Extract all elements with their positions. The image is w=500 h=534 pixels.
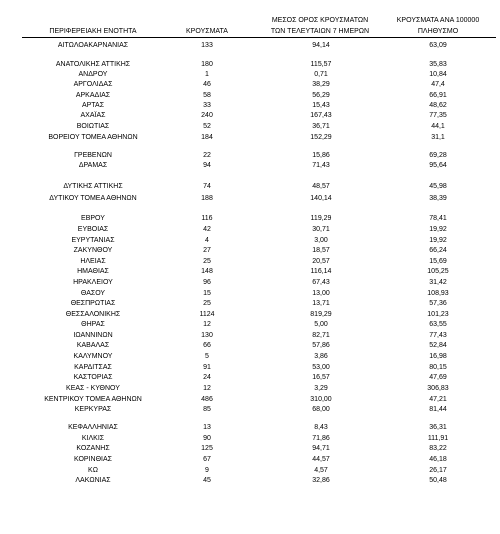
- table-row: [0, 320, 500, 330]
- seven-day-average-cell: 38,29: [312, 81, 330, 88]
- table-row: [0, 341, 500, 351]
- cases-cell: 96: [203, 279, 211, 286]
- header-cases: ΚΡΟΥΣΜΑΤΑ: [186, 28, 228, 35]
- table-row: [0, 246, 500, 256]
- seven-day-average-cell: 15,43: [312, 102, 330, 109]
- header-per-line2: ΠΛΗΘΥΣΜΟ: [417, 28, 459, 35]
- region-name-cell: ΘΕΣΣΑΛΟΝΙΚΗΣ: [65, 311, 121, 318]
- table-row: [0, 257, 500, 267]
- region-name-cell: ΕΒΡΟΥ: [81, 215, 105, 222]
- table-row: [0, 236, 500, 246]
- cases-per-100000-cell: 108,93: [427, 290, 449, 297]
- table-row: [0, 289, 500, 299]
- cases-per-100000-cell: 77,35: [429, 112, 447, 119]
- region-name-cell: ΚΕΦΑΛΛΗΝΙΑΣ: [68, 424, 118, 431]
- table-row: [0, 151, 500, 161]
- cases-cell: 24: [203, 374, 211, 381]
- region-name-cell: ΑΙΤΩΛΟΑΚΑΡΝΑΝΙΑΣ: [57, 42, 129, 49]
- cases-cell: 42: [203, 226, 211, 233]
- table-row: [0, 310, 500, 320]
- region-name-cell: ΛΑΚΩΝΙΑΣ: [75, 477, 111, 484]
- header-region: ΠΕΡΙΦΕΡΕΙΑΚΗ ΕΝΟΤΗΤΑ: [49, 28, 137, 35]
- seven-day-average-cell: 5,00: [314, 321, 328, 328]
- cases-cell: 25: [203, 300, 211, 307]
- cases-per-100000-cell: 69,28: [429, 152, 447, 159]
- cases-per-100000-cell: 57,36: [429, 300, 447, 307]
- cases-per-100000-cell: 50,48: [429, 477, 447, 484]
- cases-cell: 85: [203, 406, 211, 413]
- region-name-cell: ΚΑΡΔΙΤΣΑΣ: [74, 364, 112, 371]
- cases-cell: 13: [203, 424, 211, 431]
- seven-day-average-cell: 18,57: [312, 247, 330, 254]
- seven-day-average-cell: 57,86: [312, 342, 330, 349]
- cases-per-100000-cell: 306,83: [427, 385, 449, 392]
- cases-cell: 5: [205, 353, 209, 360]
- table-row: [0, 70, 500, 80]
- cases-cell: 22: [203, 152, 211, 159]
- region-name-cell: ΕΥΡΥΤΑΝΙΑΣ: [71, 237, 115, 244]
- table-row: [0, 267, 500, 277]
- region-name-cell: ΔΡΑΜΑΣ: [78, 162, 108, 169]
- region-name-cell: ΔΥΤΙΚΟΥ ΤΟΜΕΑ ΑΘΗΝΩΝ: [49, 195, 137, 202]
- cases-per-100000-cell: 48,62: [429, 102, 447, 109]
- seven-day-average-cell: 71,86: [312, 435, 330, 442]
- table-row: [0, 395, 500, 405]
- cases-per-100000-cell: 47,69: [429, 374, 447, 381]
- cases-per-100000-cell: 46,18: [429, 456, 447, 463]
- region-name-cell: ΚΟΖΑΝΗΣ: [76, 445, 110, 452]
- table-row: [0, 278, 500, 288]
- cases-per-100000-cell: 15,69: [429, 258, 447, 265]
- cases-per-100000-cell: 101,23: [427, 311, 449, 318]
- cases-cell: 91: [203, 364, 211, 371]
- table-row: [0, 161, 500, 171]
- table-row: [0, 352, 500, 362]
- seven-day-average-cell: 4,57: [314, 467, 328, 474]
- seven-day-average-cell: 56,29: [312, 92, 330, 99]
- cases-cell: 130: [201, 332, 213, 339]
- table-row: [0, 466, 500, 476]
- region-name-cell: ΚΑΛΥΜΝΟΥ: [73, 353, 113, 360]
- cases-cell: 486: [201, 396, 213, 403]
- cases-cell: 94: [203, 162, 211, 169]
- region-name-cell: ΚΩ: [88, 467, 98, 474]
- cases-cell: 148: [201, 268, 213, 275]
- cases-cell: 1124: [199, 311, 215, 318]
- cases-per-100000-cell: 66,24: [429, 247, 447, 254]
- cases-cell: 188: [201, 195, 213, 202]
- header-per-line1: ΚΡΟΥΣΜΑΤΑ ΑΝΑ 100000: [396, 17, 480, 24]
- cases-cell: 12: [203, 321, 211, 328]
- header-avg-line1: ΜΕΣΟΣ ΟΡΟΣ ΚΡΟΥΣΜΑΤΩΝ: [271, 17, 369, 24]
- cases-cell: 9: [205, 467, 209, 474]
- cases-per-100000-cell: 10,84: [429, 71, 447, 78]
- cases-cell: 45: [203, 477, 211, 484]
- seven-day-average-cell: 44,57: [312, 456, 330, 463]
- table-row: [0, 91, 500, 101]
- cases-cell: 46: [203, 81, 211, 88]
- table-row: [0, 101, 500, 111]
- cases-per-100000-cell: 66,91: [429, 92, 447, 99]
- region-name-cell: ΘΑΣΟΥ: [80, 290, 106, 297]
- region-name-cell: ΑΡΓΟΛΙΔΑΣ: [73, 81, 113, 88]
- seven-day-average-cell: 53,00: [312, 364, 330, 371]
- table-row: [0, 60, 500, 70]
- table-row: [0, 444, 500, 454]
- seven-day-average-cell: 36,71: [312, 123, 330, 130]
- seven-day-average-cell: 30,71: [312, 226, 330, 233]
- header-avg-line2: ΤΩΝ ΤΕΛΕΥΤΑΙΩΝ 7 ΗΜΕΡΩΝ: [270, 28, 370, 35]
- cases-cell: 125: [201, 445, 213, 452]
- seven-day-average-cell: 68,00: [312, 406, 330, 413]
- region-name-cell: ΑΝΑΤΟΛΙΚΗΣ ΑΤΤΙΚΗΣ: [55, 61, 131, 68]
- table-row: [0, 476, 500, 486]
- region-name-cell: ΑΡΤΑΣ: [81, 102, 105, 109]
- cases-cell: 180: [201, 61, 213, 68]
- cases-cell: 15: [203, 290, 211, 297]
- table-row: [0, 111, 500, 121]
- table-row: [0, 405, 500, 415]
- seven-day-average-cell: 71,43: [312, 162, 330, 169]
- seven-day-average-cell: 13,71: [312, 300, 330, 307]
- seven-day-average-cell: 13,00: [312, 290, 330, 297]
- seven-day-average-cell: 15,86: [312, 152, 330, 159]
- cases-per-100000-cell: 36,31: [429, 424, 447, 431]
- region-name-cell: ΘΗΡΑΣ: [81, 321, 105, 328]
- seven-day-average-cell: 119,29: [310, 215, 332, 222]
- seven-day-average-cell: 310,00: [310, 396, 332, 403]
- cases-cell: 4: [205, 237, 209, 244]
- table-row: [0, 122, 500, 132]
- table-row: [0, 80, 500, 90]
- cases-cell: 52: [203, 123, 211, 130]
- region-name-cell: ΕΥΒΟΙΑΣ: [77, 226, 109, 233]
- seven-day-average-cell: 0,71: [314, 71, 328, 78]
- region-name-cell: ΘΕΣΠΡΩΤΙΑΣ: [70, 300, 116, 307]
- seven-day-average-cell: 16,57: [312, 374, 330, 381]
- cases-per-100000-cell: 78,41: [429, 215, 447, 222]
- table-row: [0, 384, 500, 394]
- header-divider: [22, 37, 496, 38]
- table-row: [0, 363, 500, 373]
- cases-cell: 1: [205, 71, 209, 78]
- region-name-cell: ΚΑΒΑΛΑΣ: [76, 342, 110, 349]
- cases-per-100000-cell: 52,84: [429, 342, 447, 349]
- seven-day-average-cell: 8,43: [314, 424, 328, 431]
- seven-day-average-cell: 67,43: [312, 279, 330, 286]
- seven-day-average-cell: 94,71: [312, 445, 330, 452]
- region-name-cell: ΚΙΛΚΙΣ: [81, 435, 105, 442]
- seven-day-average-cell: 167,43: [310, 112, 332, 119]
- cases-per-100000-cell: 83,22: [429, 445, 447, 452]
- cases-cell: 33: [203, 102, 211, 109]
- region-name-cell: ΒΟΡΕΙΟΥ ΤΟΜΕΑ ΑΘΗΝΩΝ: [48, 134, 138, 141]
- cases-per-100000-cell: 63,55: [429, 321, 447, 328]
- cases-cell: 184: [201, 134, 213, 141]
- region-name-cell: ΑΡΚΑΔΙΑΣ: [75, 92, 111, 99]
- table-row: [0, 331, 500, 341]
- seven-day-average-cell: 819,29: [310, 311, 332, 318]
- cases-per-100000-cell: 19,92: [429, 237, 447, 244]
- table-row: [0, 194, 500, 204]
- seven-day-average-cell: 140,14: [310, 195, 332, 202]
- cases-per-100000-cell: 111,91: [427, 435, 449, 442]
- region-name-cell: ΗΛΕΙΑΣ: [80, 258, 106, 265]
- seven-day-average-cell: 20,57: [312, 258, 330, 265]
- seven-day-average-cell: 32,86: [312, 477, 330, 484]
- cases-per-100000-cell: 45,98: [429, 183, 447, 190]
- cases-per-100000-cell: 31,1: [431, 134, 445, 141]
- cases-per-100000-cell: 31,42: [429, 279, 447, 286]
- seven-day-average-cell: 3,29: [314, 385, 328, 392]
- cases-per-100000-cell: 95,64: [429, 162, 447, 169]
- cases-per-100000-cell: 26,17: [429, 467, 447, 474]
- table-row: [0, 373, 500, 383]
- cases-cell: 240: [201, 112, 213, 119]
- cases-per-100000-cell: 81,44: [429, 406, 447, 413]
- seven-day-average-cell: 115,57: [310, 61, 332, 68]
- seven-day-average-cell: 94,14: [312, 42, 330, 49]
- region-name-cell: ΑΧΑΪΑΣ: [80, 112, 106, 119]
- seven-day-average-cell: 82,71: [312, 332, 330, 339]
- cases-cell: 116: [201, 215, 213, 222]
- table-row: [0, 434, 500, 444]
- cases-per-100000-cell: 47,4: [431, 81, 445, 88]
- table-row: [0, 214, 500, 224]
- table-row: [0, 299, 500, 309]
- cases-per-100000-cell: 77,43: [429, 332, 447, 339]
- cases-cell: 67: [203, 456, 211, 463]
- cases-cell: 90: [203, 435, 211, 442]
- region-name-cell: ΑΝΔΡΟΥ: [78, 71, 108, 78]
- cases-cell: 74: [203, 183, 211, 190]
- cases-cell: 25: [203, 258, 211, 265]
- region-name-cell: ΙΩΑΝΝΙΝΩΝ: [73, 332, 113, 339]
- region-name-cell: ΚΕΡΚΥΡΑΣ: [74, 406, 112, 413]
- cases-cell: 58: [203, 92, 211, 99]
- cases-per-100000-cell: 38,39: [429, 195, 447, 202]
- region-name-cell: ΗΜΑΘΙΑΣ: [77, 268, 109, 275]
- cases-cell: 12: [203, 385, 211, 392]
- cases-per-100000-cell: 35,83: [429, 61, 447, 68]
- table-row: [0, 41, 500, 51]
- region-name-cell: ΒΟΙΩΤΙΑΣ: [76, 123, 110, 130]
- cases-cell: 27: [203, 247, 211, 254]
- cases-per-100000-cell: 47,21: [429, 396, 447, 403]
- region-name-cell: ΔΥΤΙΚΗΣ ΑΤΤΙΚΗΣ: [63, 183, 123, 190]
- cases-per-100000-cell: 16,98: [429, 353, 447, 360]
- table-row: [0, 182, 500, 192]
- cases-per-100000-cell: 19,92: [429, 226, 447, 233]
- table-row: [0, 455, 500, 465]
- seven-day-average-cell: 3,86: [314, 353, 328, 360]
- cases-cell: 66: [203, 342, 211, 349]
- region-name-cell: ΚΑΣΤΟΡΙΑΣ: [73, 374, 113, 381]
- cases-per-100000-cell: 80,15: [429, 364, 447, 371]
- seven-day-average-cell: 152,29: [310, 134, 332, 141]
- region-name-cell: ΚΟΡΙΝΘΙΑΣ: [74, 456, 112, 463]
- cases-per-100000-cell: 105,25: [427, 268, 449, 275]
- region-name-cell: ΚΕΑΣ - ΚΥΘΝΟΥ: [66, 385, 120, 392]
- table-row: [0, 133, 500, 143]
- cases-per-100000-cell: 63,09: [429, 42, 447, 49]
- cases-cell: 133: [201, 42, 213, 49]
- cases-per-100000-cell: 44,1: [431, 123, 445, 130]
- seven-day-average-cell: 3,00: [314, 237, 328, 244]
- seven-day-average-cell: 116,14: [310, 268, 332, 275]
- table-row: [0, 225, 500, 235]
- region-name-cell: ΚΕΝΤΡΙΚΟΥ ΤΟΜΕΑ ΑΘΗΝΩΝ: [44, 396, 142, 403]
- seven-day-average-cell: 48,57: [312, 183, 330, 190]
- region-name-cell: ΗΡΑΚΛΕΙΟΥ: [73, 279, 113, 286]
- region-name-cell: ΖΑΚΥΝΘΟΥ: [73, 247, 113, 254]
- region-name-cell: ΓΡΕΒΕΝΩΝ: [74, 152, 112, 159]
- table-row: [0, 423, 500, 433]
